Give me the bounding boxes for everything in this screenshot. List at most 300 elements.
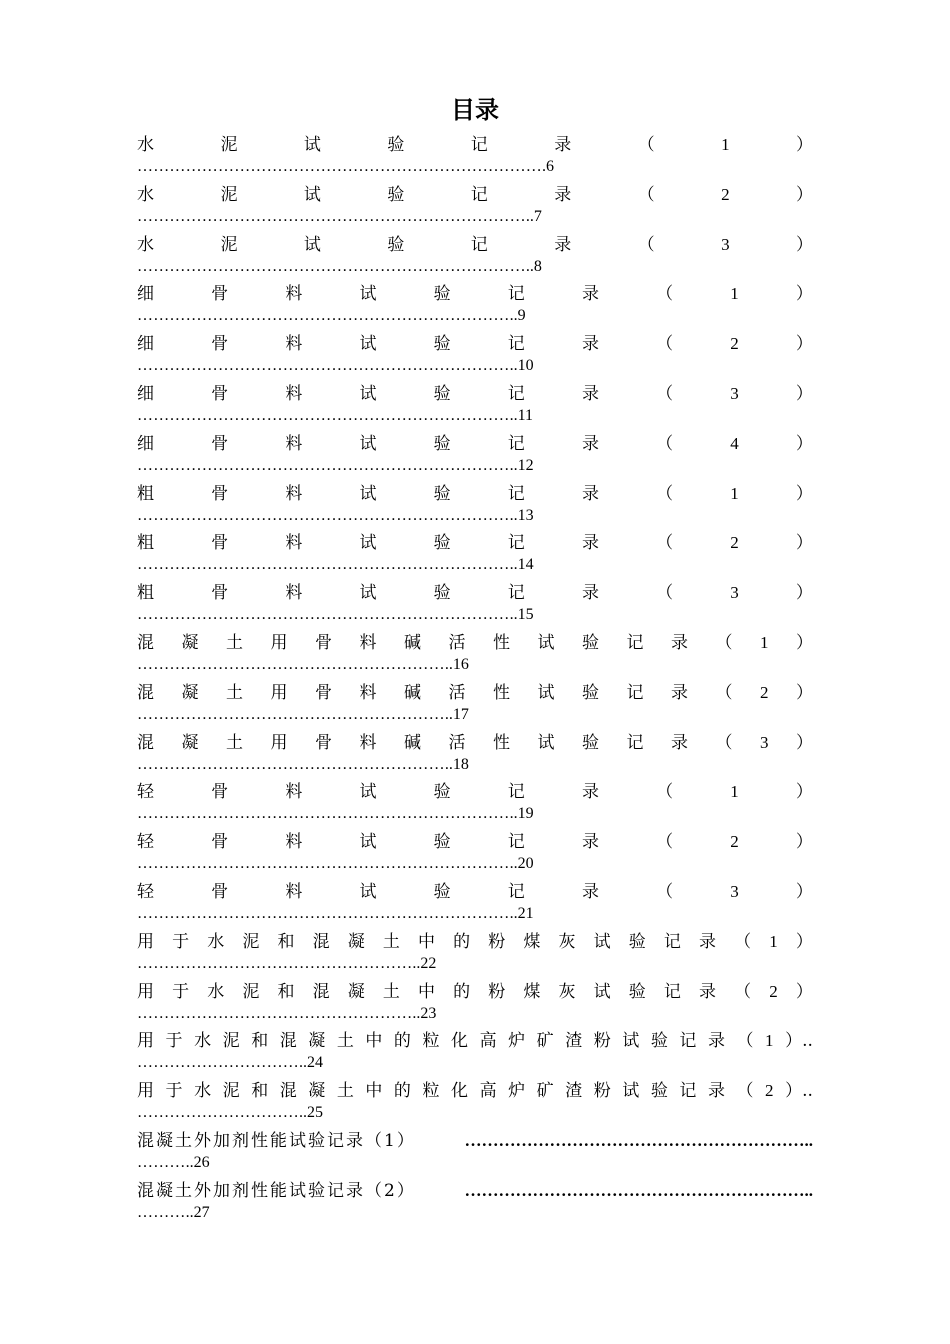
toc-entry-title-line <box>137 329 813 359</box>
toc-entry-char: 料 <box>285 334 303 355</box>
toc-entry-char: 用 <box>137 1081 154 1102</box>
toc-leader-dots: ………………………………………………… <box>137 755 445 773</box>
toc-entry-paren: ） <box>795 533 813 554</box>
toc-entry-char: 性 <box>493 682 510 703</box>
toc-entry-title-line <box>137 1026 813 1056</box>
toc-entry-char: 性 <box>493 632 510 653</box>
toc-entry-char: 碱 <box>404 682 421 703</box>
toc-entry-char: 用 <box>137 931 154 952</box>
toc-entry-char: 试 <box>359 483 377 504</box>
toc-entry-char: 碱 <box>404 732 421 753</box>
toc-entry-leader-line <box>137 804 813 824</box>
toc-entry-title-line <box>137 379 813 409</box>
toc-entry-char: 的 <box>453 981 471 1002</box>
toc-entry-leader-line <box>137 456 813 476</box>
toc-entry-char: 轻 <box>137 881 154 902</box>
toc-entry-title-line <box>137 429 813 459</box>
toc-entry-char: 土 <box>336 1081 354 1102</box>
toc-page-number: ..9 <box>509 307 526 325</box>
toc-entry-paren: ） <box>795 782 813 803</box>
toc-entry-title-line <box>137 479 813 509</box>
toc-entry-title-line <box>137 628 813 658</box>
toc-entry-number: 3 <box>730 383 739 403</box>
toc-entry-label <box>137 1126 416 1156</box>
toc-entry-char: 中 <box>365 1081 383 1102</box>
toc-page-number: ..16 <box>444 655 469 673</box>
toc-leader-dots: ……… <box>137 1153 186 1171</box>
toc-entry-char: 混 <box>137 632 154 653</box>
toc-entry-char: 记 <box>663 931 681 952</box>
toc-entry-char: 的 <box>453 931 471 952</box>
toc-entry-number: 3 <box>730 583 739 603</box>
toc-entry[interactable] <box>137 1176 813 1226</box>
toc-entry-paren: ） <box>795 284 813 305</box>
toc-entry-char: 试 <box>359 383 377 404</box>
toc-leader-dots: …………………………………………… <box>137 954 413 972</box>
toc-entry-char: 骨 <box>211 533 229 554</box>
toc-entry-char: 凝 <box>181 682 199 703</box>
toc-entry-char: 泥 <box>222 1031 240 1052</box>
toc-entry-char: 活 <box>448 732 466 753</box>
toc-entry-paren: （ <box>637 234 655 255</box>
toc-entry[interactable] <box>137 927 813 977</box>
toc-entry-number: （1） <box>365 1130 416 1151</box>
toc-entry-char: 水 <box>137 184 154 205</box>
toc-entry-char: 验 <box>650 1031 668 1052</box>
toc-entry-char: 记 <box>626 632 644 653</box>
toc-entry-char: 录 <box>581 284 599 305</box>
toc-entry-char: 骨 <box>211 433 229 454</box>
toc-entry-char: 记 <box>507 483 525 504</box>
toc-entry-char: 骨 <box>211 284 229 305</box>
toc-entry-char: 试 <box>537 732 555 753</box>
toc-entry-char: 录 <box>671 732 688 753</box>
toc-entry-char: 轻 <box>137 782 154 803</box>
toc-entry-char: 用 <box>137 981 154 1002</box>
toc-leader-dots: ………………………………………………… <box>137 705 445 723</box>
toc-leader-dots: ……………………………………………………………… <box>137 257 526 275</box>
toc-entry-char: 土 <box>226 682 243 703</box>
toc-entry-char: 的 <box>393 1081 411 1102</box>
toc-entry-char: 泥 <box>220 234 238 255</box>
toc-entry-char: 粉 <box>488 931 506 952</box>
toc-entry-char: 录 <box>707 1031 725 1052</box>
toc-entry-char: 试 <box>359 881 377 902</box>
toc-entry-char: 细 <box>137 383 154 404</box>
toc-entry-title-line <box>137 977 813 1007</box>
toc-entry-title-line <box>137 777 813 807</box>
toc-entry[interactable] <box>137 379 813 429</box>
toc-entry-char: 于 <box>172 931 190 952</box>
toc-leader-dots: …………………………………………… <box>137 1004 413 1022</box>
toc-entry-paren: （ <box>715 682 733 703</box>
toc-leader-dots: …………………………………………………….. <box>464 1180 813 1200</box>
toc-entry-char: 料 <box>285 433 303 454</box>
toc-entry-number: 2 <box>769 981 778 1001</box>
toc-entry-char: 验 <box>582 732 599 753</box>
toc-entry-char: 粒 <box>422 1081 440 1102</box>
toc-page-number: ..23 <box>412 1004 437 1022</box>
toc-entry-paren: （ <box>656 881 674 902</box>
toc-entry-paren: ） <box>795 881 813 902</box>
toc-entry-char: 试 <box>303 184 321 205</box>
toc-entry-char: 和 <box>251 1081 269 1102</box>
toc-leader-dots: …………………………………………………………… <box>137 456 510 474</box>
toc-entry-char: 料 <box>285 383 303 404</box>
toc-page-number: ..7 <box>525 207 542 225</box>
toc-entry-paren: （ <box>656 782 674 803</box>
toc-entry-char: 料 <box>285 832 303 853</box>
toc-entry-char: 录 <box>554 184 572 205</box>
toc-entry-char: 渣 <box>565 1031 583 1052</box>
toc-entry-char: 验 <box>433 433 451 454</box>
toc-entry-char: 记 <box>507 433 525 454</box>
toc-entry[interactable] <box>137 1126 813 1176</box>
toc-entry-char: 高 <box>479 1081 497 1102</box>
toc-entry-number: 3 <box>730 881 739 901</box>
toc-entry-paren: ） <box>795 981 813 1002</box>
toc-entry-char: 凝 <box>347 981 365 1002</box>
toc-entry-char: 料 <box>359 632 377 653</box>
toc-entry-paren: ） <box>795 334 813 355</box>
toc-entry-number: 1 <box>765 1031 774 1051</box>
toc-entry[interactable] <box>137 180 813 230</box>
toc-entry-leader-line <box>137 655 813 675</box>
toc-entry-char: 水 <box>207 981 225 1002</box>
toc-entry-char: 录 <box>581 334 599 355</box>
toc-entry-char: 土 <box>382 981 400 1002</box>
toc-leader-dots: ………………………… <box>137 1104 299 1122</box>
toc-entry-char: 化 <box>451 1081 469 1102</box>
toc-entry-char: 记 <box>470 234 488 255</box>
toc-entry-char: 混 <box>312 931 330 952</box>
toc-entry-char: 水 <box>207 931 225 952</box>
toc-entry[interactable] <box>137 578 813 628</box>
toc-entry-number: 3 <box>721 234 730 254</box>
toc-entry-paren: ）.. <box>785 1031 813 1052</box>
toc-entry-leader-line <box>137 356 813 376</box>
toc-entry-paren: ） <box>795 483 813 504</box>
toc-entry-leader-line <box>137 555 813 575</box>
toc-entry[interactable] <box>137 479 813 529</box>
toc-entry-paren: （ <box>736 1081 754 1102</box>
toc-entry-char: 用 <box>137 1031 154 1052</box>
toc-entry-char: 试 <box>537 632 555 653</box>
table-of-contents <box>137 130 813 1226</box>
toc-leader-dots: …………………………………………………………… <box>137 805 510 823</box>
toc-entry-char: 水 <box>194 1081 212 1102</box>
toc-leader-dots: …………………………………………………………… <box>137 307 510 325</box>
toc-page-number: ..18 <box>444 755 469 773</box>
toc-entry[interactable] <box>137 279 813 329</box>
toc-entry-leader-line <box>137 157 813 177</box>
toc-entry-char: 记 <box>507 284 525 305</box>
toc-entry-char: 凝 <box>181 632 199 653</box>
toc-entry-number: 2 <box>765 1081 774 1101</box>
toc-entry-char: 泥 <box>222 1081 240 1102</box>
toc-entry-char: 水 <box>137 234 154 255</box>
toc-page-number: ..10 <box>509 357 534 375</box>
toc-entry-char: 粗 <box>137 533 154 554</box>
toc-entry-char: 验 <box>433 383 451 404</box>
toc-entry-char: 水 <box>137 135 154 155</box>
toc-entry-number: 1 <box>730 782 739 802</box>
toc-entry-char: 骨 <box>211 832 229 853</box>
toc-entry-char: 记 <box>470 184 488 205</box>
toc-entry-char: 活 <box>448 632 466 653</box>
toc-entry-char: 灰 <box>558 981 576 1002</box>
toc-leader-dots: …………………………………………………………… <box>137 357 510 375</box>
toc-entry-char: 试 <box>359 583 377 604</box>
toc-entry-paren: （ <box>656 832 674 853</box>
toc-entry-paren: （ <box>656 284 674 305</box>
toc-entry-paren: ） <box>796 632 813 653</box>
toc-entry-title-line <box>137 927 813 957</box>
toc-page-number: ..14 <box>509 556 534 574</box>
toc-entry-char: 高 <box>479 1031 497 1052</box>
toc-entry-title-line <box>137 130 813 160</box>
toc-entry-char: 骨 <box>211 334 229 355</box>
toc-entry-char: 用 <box>270 632 288 653</box>
toc-entry-char: 料 <box>285 533 303 554</box>
toc-entry-char: 料 <box>285 583 303 604</box>
toc-entry-leader-line <box>137 954 813 974</box>
toc-leader-dots: ………………………………………………………………… <box>137 158 542 175</box>
toc-entry-char: 土 <box>226 632 243 653</box>
toc-entry-title-line <box>137 230 813 260</box>
toc-entry-char: 试 <box>359 284 377 305</box>
toc-entry-char: 的 <box>393 1031 411 1052</box>
toc-entry-char: 碱 <box>404 632 421 653</box>
toc-entry-paren: （ <box>715 632 733 653</box>
toc-entry-paren: ） <box>796 184 813 205</box>
toc-entry-title-line <box>137 678 813 708</box>
toc-entry-number: 3 <box>760 732 769 752</box>
toc-entry-number: 4 <box>730 433 739 453</box>
toc-entry-char: 记 <box>663 981 681 1002</box>
toc-entry-leader-line <box>137 1203 813 1223</box>
toc-entry-char: 煤 <box>523 981 541 1002</box>
toc-entry-name: 混凝土外加剂性能试验记录 <box>137 1130 365 1151</box>
toc-entry-leader-line <box>137 755 813 775</box>
toc-entry-char: 录 <box>699 931 716 952</box>
toc-entry-char: 记 <box>507 533 525 554</box>
toc-entry-number: 1 <box>760 632 769 652</box>
toc-entry-title-line <box>137 528 813 558</box>
toc-page-number: ..27 <box>185 1203 210 1221</box>
toc-entry-char: 验 <box>433 881 451 902</box>
toc-entry-char: 验 <box>433 334 451 355</box>
toc-entry-char: 记 <box>507 334 525 355</box>
toc-entry-char: 和 <box>277 931 295 952</box>
toc-entry-char: 化 <box>451 1031 469 1052</box>
toc-entry-char: 用 <box>270 682 288 703</box>
toc-entry-title-line <box>137 1076 813 1106</box>
toc-entry-char: 粉 <box>488 981 506 1002</box>
toc-entry[interactable] <box>137 1076 813 1126</box>
toc-entry-char: 混 <box>312 981 330 1002</box>
toc-entry-leader-line <box>137 406 813 426</box>
toc-entry-char: 炉 <box>508 1081 526 1102</box>
toc-entry-leader-line <box>137 1004 813 1024</box>
toc-entry[interactable] <box>137 329 813 379</box>
toc-entry[interactable] <box>137 728 813 778</box>
toc-entry-char: 粗 <box>137 583 154 604</box>
toc-entry-char: 料 <box>359 732 377 753</box>
toc-entry-char: 骨 <box>211 881 229 902</box>
toc-entry[interactable] <box>137 230 813 280</box>
toc-entry-leader-line <box>137 257 813 277</box>
toc-entry-leader-line <box>137 605 813 625</box>
toc-entry-number: 2 <box>721 184 730 204</box>
toc-entry-char: 料 <box>359 682 377 703</box>
toc-entry-char: 骨 <box>211 483 229 504</box>
toc-entry-char: 凝 <box>308 1081 326 1102</box>
toc-page-number: .6 <box>542 158 554 175</box>
toc-entry-char: 试 <box>359 533 377 554</box>
toc-entry-char: 记 <box>679 1031 697 1052</box>
toc-entry-number: 2 <box>730 334 739 354</box>
toc-entry-char: 细 <box>137 284 154 305</box>
toc-entry-char: 记 <box>507 832 525 853</box>
toc-page-number: ..26 <box>185 1153 210 1171</box>
toc-entry-char: 验 <box>387 135 405 155</box>
toc-entry-char: 记 <box>507 583 525 604</box>
toc-entry-char: 录 <box>581 383 599 404</box>
toc-entry-char: 试 <box>303 234 321 255</box>
toc-leader-dots: ……………………………………………………………… <box>137 207 526 225</box>
toc-entry[interactable] <box>137 977 813 1027</box>
toc-entry-char: 和 <box>277 981 295 1002</box>
toc-entry-char: 泥 <box>220 135 238 155</box>
toc-entry-leader-line <box>137 207 813 227</box>
toc-entry-char: 土 <box>382 931 400 952</box>
toc-entry-char: 验 <box>387 184 405 205</box>
toc-entry-char: 炉 <box>508 1031 526 1052</box>
toc-entry[interactable] <box>137 678 813 728</box>
toc-page-number: ..8 <box>525 257 542 275</box>
toc-entry-leader-line <box>137 705 813 725</box>
toc-entry-char: 记 <box>470 135 488 155</box>
toc-entry-paren: （ <box>637 135 655 155</box>
toc-leader-dots: …………………………………………………………… <box>137 606 510 624</box>
toc-entry-char: 粉 <box>593 1031 611 1052</box>
toc-entry-title-line <box>137 279 813 309</box>
toc-leader-dots: …………………………………………………….. <box>464 1130 813 1150</box>
toc-entry-char: 水 <box>194 1031 212 1052</box>
toc-entry-char: 泥 <box>220 184 238 205</box>
toc-entry-paren: （ <box>656 533 674 554</box>
toc-leader-dots: …………………………………………………………… <box>137 406 510 424</box>
toc-entry-paren: ） <box>795 931 813 952</box>
toc-entry-char: 混 <box>137 682 154 703</box>
toc-entry-char: 录 <box>699 981 716 1002</box>
toc-entry-leader-line <box>137 854 813 874</box>
toc-entry-char: 验 <box>387 234 405 255</box>
toc-entry-paren: ）.. <box>785 1081 813 1102</box>
toc-entry-title-line <box>137 827 813 857</box>
toc-entry-char: 料 <box>285 284 303 305</box>
toc-entry-char: 验 <box>433 533 451 554</box>
toc-entry[interactable] <box>137 429 813 479</box>
toc-entry-number: 2 <box>730 533 739 553</box>
toc-entry-char: 记 <box>507 782 525 803</box>
toc-entry[interactable] <box>137 877 813 927</box>
toc-page-number: ..11 <box>509 406 534 424</box>
toc-page-number: ..13 <box>509 506 534 524</box>
toc-entry-char: 录 <box>581 433 599 454</box>
toc-entry-char: 混 <box>279 1081 297 1102</box>
toc-entry-number: 2 <box>730 832 739 852</box>
toc-entry[interactable] <box>137 827 813 877</box>
toc-entry-char: 录 <box>671 632 688 653</box>
toc-entry-char: 活 <box>448 682 466 703</box>
toc-entry-char: 土 <box>336 1031 354 1052</box>
toc-entry-leader-line <box>137 1153 813 1173</box>
toc-entry-char: 粉 <box>593 1081 611 1102</box>
toc-entry[interactable] <box>137 628 813 678</box>
toc-leader-dots: ……… <box>137 1203 186 1221</box>
toc-entry-char: 骨 <box>211 782 229 803</box>
toc-entry-char: 录 <box>581 583 599 604</box>
toc-entry-char: 骨 <box>211 583 229 604</box>
toc-entry-char: 验 <box>433 782 451 803</box>
toc-entry-char: 泥 <box>242 981 260 1002</box>
toc-entry-paren: ） <box>795 433 813 454</box>
toc-entry[interactable] <box>137 130 813 180</box>
toc-entry-char: 料 <box>285 782 303 803</box>
toc-entry-char: 试 <box>593 981 611 1002</box>
toc-leader-dots: …………………………………………………………… <box>137 506 510 524</box>
toc-entry-paren: （ <box>656 483 674 504</box>
toc-entry-char: 土 <box>226 732 243 753</box>
toc-entry-paren: ） <box>795 383 813 404</box>
toc-entry-char: 记 <box>507 881 525 902</box>
toc-leader-dots: ………………………… <box>137 1054 299 1072</box>
toc-entry-char: 验 <box>433 832 451 853</box>
toc-entry-char: 和 <box>251 1031 269 1052</box>
toc-entry-number: 1 <box>721 135 730 154</box>
toc-entry-char: 录 <box>554 135 572 155</box>
toc-entry[interactable] <box>137 528 813 578</box>
toc-entry-char: 验 <box>582 632 599 653</box>
toc-entry-number: 1 <box>730 483 739 503</box>
toc-entry-leader-line <box>137 506 813 526</box>
toc-page-number: ..24 <box>299 1054 323 1072</box>
toc-entry-char: 录 <box>581 782 599 803</box>
toc-entry-leader-line <box>137 904 813 924</box>
toc-entry-char: 料 <box>285 881 303 902</box>
toc-entry-char: 骨 <box>315 682 332 703</box>
toc-entry-char: 试 <box>359 782 377 803</box>
toc-entry-name: 混凝土外加剂性能试验记录 <box>137 1180 365 1201</box>
toc-page-number: ..20 <box>509 855 534 873</box>
toc-entry-char: 录 <box>671 682 688 703</box>
toc-entry-char: 记 <box>626 732 644 753</box>
toc-entry-paren: （ <box>656 383 674 404</box>
toc-entry-number: 1 <box>730 284 739 304</box>
toc-entry-char: 试 <box>593 931 611 952</box>
toc-entry[interactable] <box>137 777 813 827</box>
toc-entry-char: 用 <box>270 732 288 753</box>
toc-entry-paren: ） <box>796 234 813 255</box>
toc-entry-paren: （ <box>656 334 674 355</box>
toc-entry-char: 泥 <box>242 931 260 952</box>
toc-entry-char: 验 <box>582 682 599 703</box>
toc-entry-char: 录 <box>581 832 599 853</box>
toc-entry[interactable] <box>137 1026 813 1076</box>
toc-entry-char: 粗 <box>137 483 154 504</box>
